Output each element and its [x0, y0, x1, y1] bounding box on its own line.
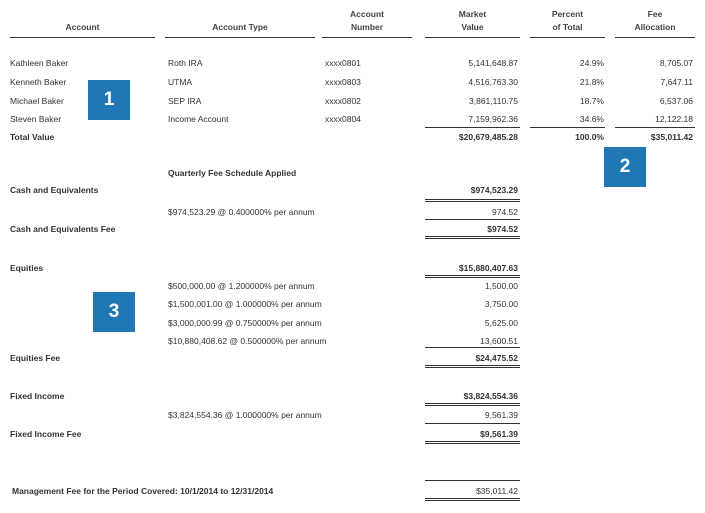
total-fee: $35,011.42	[650, 132, 693, 142]
account-type: UTMA	[168, 77, 193, 87]
account-value: 4,516,763.30	[468, 77, 518, 87]
callout-badge-1: 1	[88, 80, 130, 120]
account-fee: 12,122.18	[655, 114, 693, 124]
header-underline-percent	[530, 37, 605, 38]
header-underline-account	[10, 37, 155, 38]
callout-badge-2: 2	[604, 147, 646, 187]
account-number: xxxx0802	[325, 96, 361, 106]
account-number: xxxx0803	[325, 77, 361, 87]
total-value: $20,679,485.28	[458, 132, 518, 142]
cash-tier-line	[425, 219, 520, 220]
management-fee-amount: $35,011.42	[476, 486, 518, 496]
account-name: Michael Baker	[10, 96, 64, 106]
cash-fee: $974.52	[487, 224, 518, 234]
fixed-income-fee-label: Fixed Income Fee	[10, 429, 82, 439]
total-percent: 100.0%	[575, 132, 604, 142]
cash-fee-label: Cash and Equivalents Fee	[10, 224, 116, 234]
account-fee: 8,705.07	[659, 58, 693, 68]
fixed-income-total-double-line	[425, 403, 520, 406]
header-percent: Percent of Total	[551, 9, 584, 32]
header-account-type: Account Type	[212, 22, 268, 32]
header-fee-allocation: Fee Allocation	[634, 9, 676, 32]
management-top-line	[425, 480, 520, 481]
header-underline-value	[425, 37, 520, 38]
header-account: Account	[65, 22, 100, 32]
subtotal-line-fee	[615, 127, 695, 128]
account-number: xxxx0804	[325, 114, 361, 124]
account-fee: 7,647.11	[660, 77, 693, 87]
account-percent: 21.8%	[579, 77, 604, 87]
cash-tier-amount: 974.52	[492, 207, 518, 217]
fixed-income-tier-desc: $3,824,554.36 @ 1.000000% per annum	[168, 410, 322, 420]
equities-tier-amount: 13,600.51	[480, 336, 518, 346]
account-type: Roth IRA	[168, 58, 203, 68]
cash-tier-desc: $974,523.29 @ 0.400000% per annum	[168, 207, 315, 217]
account-percent: 34.6%	[579, 114, 604, 124]
account-name: Kenneth Baker	[10, 77, 67, 87]
total-label: Total Value	[10, 132, 55, 142]
callout-badge-3: 3	[93, 292, 135, 332]
equities-tier-amount: 5,625.00	[484, 318, 518, 328]
equities-label: Equities	[10, 263, 44, 273]
equities-tier-amount: 3,750.00	[484, 299, 518, 309]
fixed-income-fee-double-line	[425, 441, 520, 444]
account-name: Kathleen Baker	[10, 58, 69, 68]
equities-tier-desc: $3,000,000.99 @ 0.750000% per annum	[168, 318, 322, 328]
fixed-income-total: $3,824,554.36	[463, 391, 518, 401]
cash-fee-double-line	[425, 236, 520, 239]
management-double-line	[425, 498, 520, 501]
header-underline-number	[322, 37, 412, 38]
account-fee: 6,537.06	[659, 96, 693, 106]
management-fee-label: Management Fee for the Period Covered: 10/1/2014 to 12/31/2014	[12, 486, 274, 496]
equities-tier-desc: $500,000.00 @ 1.200000% per annum	[168, 281, 315, 291]
equities-total: $15,880,407.63	[458, 263, 518, 273]
account-value: 7,159,962.36	[468, 114, 518, 124]
fixed-income-tier-amount: 9,561.39	[484, 410, 518, 420]
equities-tier-amount: 1,500.00	[484, 281, 518, 291]
fixed-income-fee: $9,561.39	[480, 429, 518, 439]
cash-label: Cash and Equivalents	[10, 185, 99, 195]
account-percent: 24.9%	[579, 58, 604, 68]
header-underline-fee	[615, 37, 695, 38]
account-number: xxxx0801	[325, 58, 361, 68]
subtotal-line-value	[425, 127, 520, 128]
equities-tier-desc: $1,500,001.00 @ 1.000000% per annum	[168, 299, 322, 309]
equities-fee-label: Equities Fee	[10, 353, 61, 363]
header-account-number: Account Number	[350, 9, 384, 32]
account-percent: 18.7%	[579, 96, 604, 106]
account-value: 5,141,648.87	[468, 58, 518, 68]
account-value: 3,861,110.75	[469, 96, 518, 106]
schedule-title: Quarterly Fee Schedule Applied	[168, 168, 297, 178]
equities-total-double-line	[425, 275, 520, 278]
equities-fee-double-line	[425, 365, 520, 368]
cash-total-double-line	[425, 199, 520, 202]
account-name: Steven Baker	[10, 114, 62, 124]
subtotal-line-percent	[530, 127, 605, 128]
header-underline-type	[165, 37, 315, 38]
equities-tier-desc: $10,880,408.62 @ 0.500000% per annum	[168, 336, 327, 346]
fixed-income-label: Fixed Income	[10, 391, 65, 401]
equities-fee: $24,475.52	[475, 353, 518, 363]
account-type: SEP IRA	[168, 96, 202, 106]
cash-total: $974,523.29	[470, 185, 518, 195]
account-type: Income Account	[168, 114, 229, 124]
fixed-income-tier-line	[425, 423, 520, 424]
equities-tier-line	[425, 347, 520, 348]
header-market-value: Market Value	[458, 9, 487, 32]
